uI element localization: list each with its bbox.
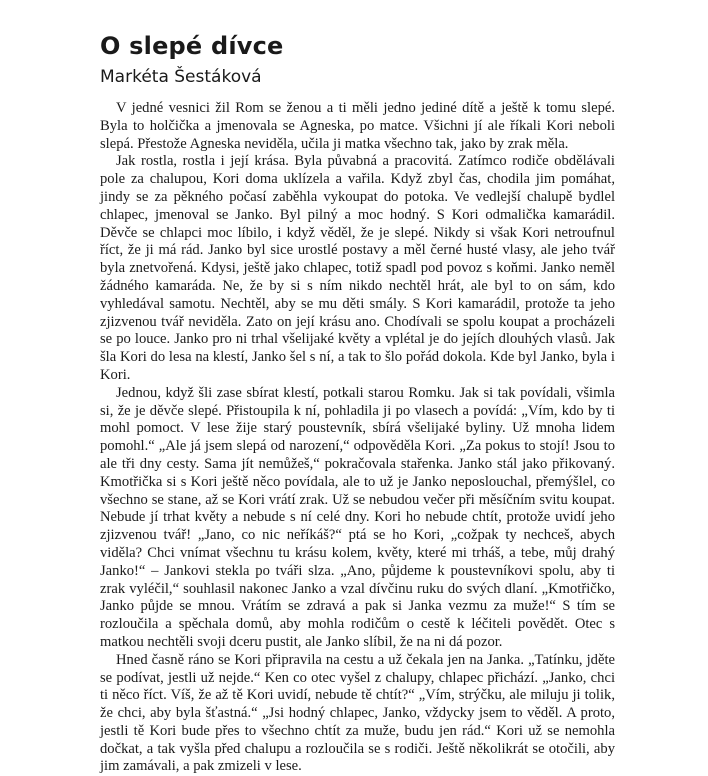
paragraph: Jednou, když šli zase sbírat klestí, potkali starou Romku. Jak si tak povídali, všimla si, že je děvče slepé. Přistoupila k ní, pohladila ji po vlasech a povídá: „Vím, kdo by ti mohl pomoct. V lese žije starý poustevník, sbírá všelijaké byliny. Už mnoha lidem pomohl.“ „Ale já jsem slepá od narození,“ odpověděla Kori. „Za pokus to stojí! Jsou to ale tři dny cesty. Sama jít nemůžeš,“ pokračovala stařenka. Janko stál jako přikovaný. Kmotřička si s Kori ještě něco povídala, ale to už je Janko neposlouchal, přemýšlel, co všechno se stane, až se Kori vrátí zrak. Už se nebudou večer při měsíčním svitu koupat. Nebude jí trhat květy a nebude s ní celé dny. Kori ho nebude chtít, protože uvidí jeho zjizvenou tvář! „Jano, co nic neříkáš?“ ptá se ho Kori, „cožpak ty nechceš, abych viděla? Chci vnímat všechnu tu krásu kolem, květy, které mi trháš, a tebe, můj drahý Janko!“ – Jankovi stekla po tváři slza. „Ano, půjdeme k poustevníkovi spolu, aby ti zrak vyléčil,“ souhlasil nakonec Janko a vzal dívčinu ruku do svých dlaní. „Kmotřičko, Janko půjde se mnou. Vrátím se zdravá a pak si Janka vezmu za muže!“ S tím se rozloučila a spěchala domů, aby mohla rodičům o cestě k léčiteli povědět. Otec s matkou nechtěli svoji dceru pustit, ale Janko slíbil, že na ni dá pozor. [100, 384, 615, 650]
article-title: O slepé dívce [100, 32, 284, 60]
paragraph: Hned časně ráno se Kori připravila na cestu a už čekala jen na Janka. „Tatínku, jděte se podívat, jestli už nejde.“ Ken co otec vyšel z chalupy, chlapec přichází. „Janko, chci ti něco říct. Víš, že až tě Kori uvidí, nebude tě chtít?“ „Vím, strýčku, ale miluju ji tolik, že chci, aby byla šťastná.“ „Jsi hodný chlapec, Janko, vždycky jsem to věděl. A proto, jestli tě Kori bude přes to všechno chtít za muže, budu jen rád.“ Kori už se nemohla dočkat, a tak vyšla před chalupu a rozloučila se s rodiči. Ještě několikrát se otočili, aby jim zamávali, a pak zmizeli v lese. [100, 651, 615, 775]
article-body [100, 100, 615, 776]
article-author: Markéta Šestáková [100, 67, 262, 87]
article [100, 30, 615, 776]
paragraph: V jedné vesnici žil Rom se ženou a ti měli jedno jediné dítě a ještě k tomu slepé. Byla to holčička a jmenovala se Agneska, po matce. Všichni jí ale říkali Kori neboli slepá. Přestože Agneska neviděla, učila ji matka všechno tak, jako by zrak měla. [100, 100, 615, 152]
paragraph: Jak rostla, rostla i její krása. Byla půvabná a pracovitá. Zatímco rodiče obdělávali pole za chalupou, Kori doma uklízela a vařila. Když zbyl čas, chodila jim pomáhat, jindy se za pěkného počasí zaběhla vykoupat do potoka. Ve vedlejší chalupě bydlel chlapec, jmenoval se Janko. Byl pilný a moc hodný. S Kori odmalička kamarádil. Děvče se chlapci moc líbilo, i když věděl, že je slepé. Nikdy si však Kori netroufnul říct, že ji má rád. Janko byl sice urostlé postavy a měl černé husté vlasy, ale jeho tvář byla znetvořená. Kdysi, ještě jako chlapec, totiž spadl pod povoz s koňmi. Janko neměl žádného kamaráda. Ne, že by si s ním nikdo nechtěl hrát, ale byl to on sám, kdo vyhledával samotu. Nechtěl, aby se mu děti smály. S Kori kamarádil, protože ta jeho zjizvenou tvář neviděla. Zato on její krásu ano. Chodívali se spolu koupat a procházeli se po louce. Janko pro ni trhal všelijaké květy a vplétal je do jejích dlouhých vlasů. Jak šla Kori do lesa na klestí, Janko šel s ní, a tak to šlo pořád dokola. Kde byl Janko, byla i Kori. [100, 153, 615, 383]
